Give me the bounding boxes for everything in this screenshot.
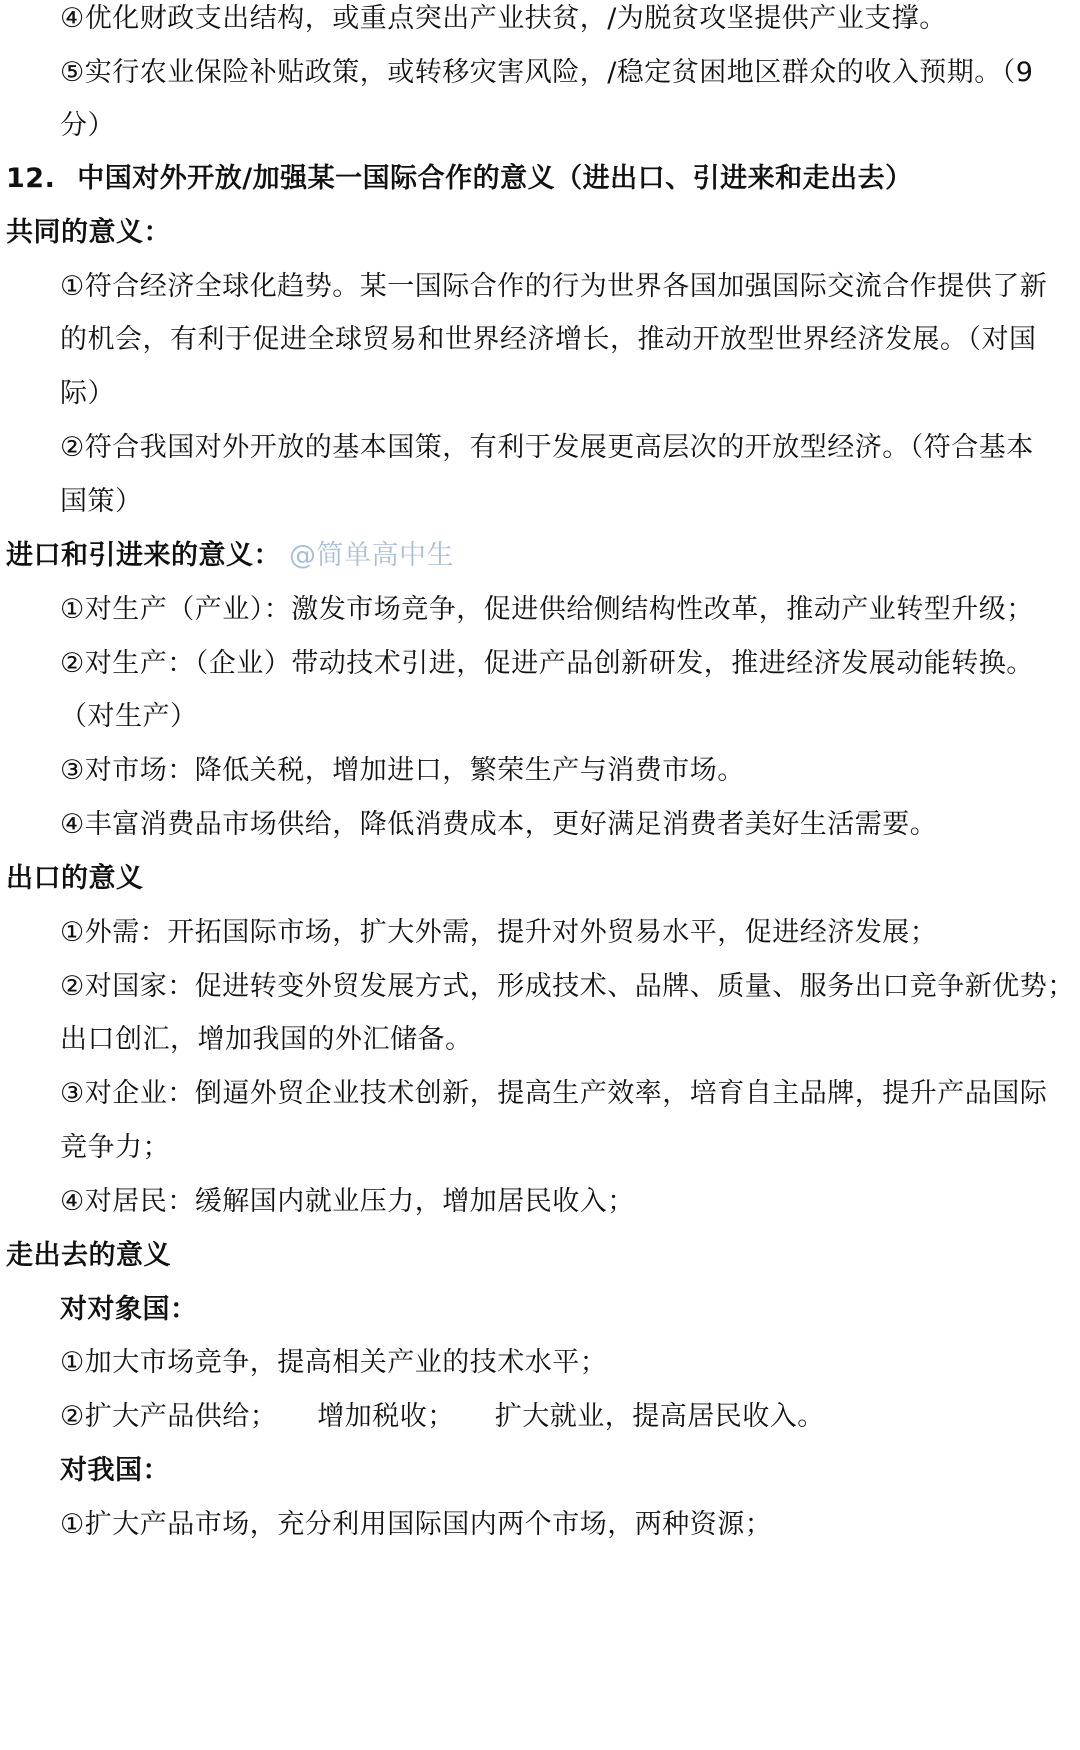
text-line: ①扩大产品市场，充分利用国际国内两个市场，两种资源； — [60, 1509, 773, 1540]
text-line — [60, 1400, 825, 1434]
text-line: ④丰富消费品市场供给，降低消费成本，更好满足消费者美好生活需要。 — [60, 809, 938, 840]
sub-subheading: 对我国： — [60, 1455, 170, 1486]
watermark: @简单高中生 — [289, 540, 454, 571]
text-segment: 扩大就业，提高居民收入。 — [494, 1401, 825, 1432]
text-line: ④优化财政支出结构，或重点突出产业扶贫，/为脱贫攻坚提供产业支撑。 — [60, 3, 947, 34]
section-heading-12 — [6, 162, 913, 196]
section-number: 12. — [6, 163, 56, 194]
text-line: （对生产） — [60, 701, 198, 732]
text-line: 出口创汇，增加我国的外汇储备。 — [60, 1024, 473, 1055]
text-line: ②对国家：促进转变外贸发展方式，形成技术、品牌、质量、服务出口竞争新优势； — [60, 971, 1075, 1002]
text-line: 竞争力； — [60, 1132, 170, 1163]
text-line: 分） — [60, 110, 115, 141]
text-line: ②对生产：（企业）带动技术引进，促进产品创新研发，推进经济发展动能转换。 — [60, 648, 1034, 679]
text-line: ④对居民：缓解国内就业压力，增加居民收入； — [60, 1186, 635, 1217]
heading-text: 进口和引进来的意义： — [6, 540, 281, 571]
text-segment: ②扩大产品供给； — [60, 1401, 278, 1432]
subsection-heading: 走出去的意义 — [6, 1240, 171, 1271]
text-line: ①对生产（产业）：激发市场竞争，促进供给侧结构性改革，推动产业转型升级； — [60, 594, 1034, 625]
text-line: 的机会，有利于促进全球贸易和世界经济增长，推动开放型世界经济发展。（对国 — [60, 324, 1037, 355]
text-line: ①外需：开拓国际市场，扩大外需，提升对外贸易水平，促进经济发展； — [60, 917, 938, 948]
text-segment: 增加税收； — [317, 1401, 455, 1432]
text-line: ②符合我国对外开放的基本国策，有利于发展更高层次的开放型经济。（符合基本 — [60, 432, 1034, 463]
sub-subheading: 对对象国： — [60, 1294, 198, 1325]
text-line: ①加大市场竞争，提高相关产业的技术水平； — [60, 1347, 608, 1378]
section-title: 中国对外开放/加强某一国际合作的意义（进出口、引进来和走出去） — [77, 163, 913, 194]
subsection-heading: 出口的意义 — [6, 863, 144, 894]
text-line: ③对企业：倒逼外贸企业技术创新，提高生产效率，培育自主品牌，提升产品国际 — [60, 1078, 1048, 1109]
text-line: ③对市场：降低关税，增加进口，繁荣生产与消费市场。 — [60, 755, 745, 786]
subsection-heading: 共同的意义： — [6, 217, 171, 248]
subsection-heading — [6, 539, 454, 573]
text-line: ⑤实行农业保险补贴政策，或转移灾害风险，/稳定贫困地区群众的收入预期。（9 — [60, 57, 1034, 88]
text-line: 际） — [60, 378, 115, 409]
text-line: 国策） — [60, 486, 143, 517]
text-line: ①符合经济全球化趋势。某一国际合作的行为世界各国加强国际交流合作提供了新 — [60, 271, 1048, 302]
